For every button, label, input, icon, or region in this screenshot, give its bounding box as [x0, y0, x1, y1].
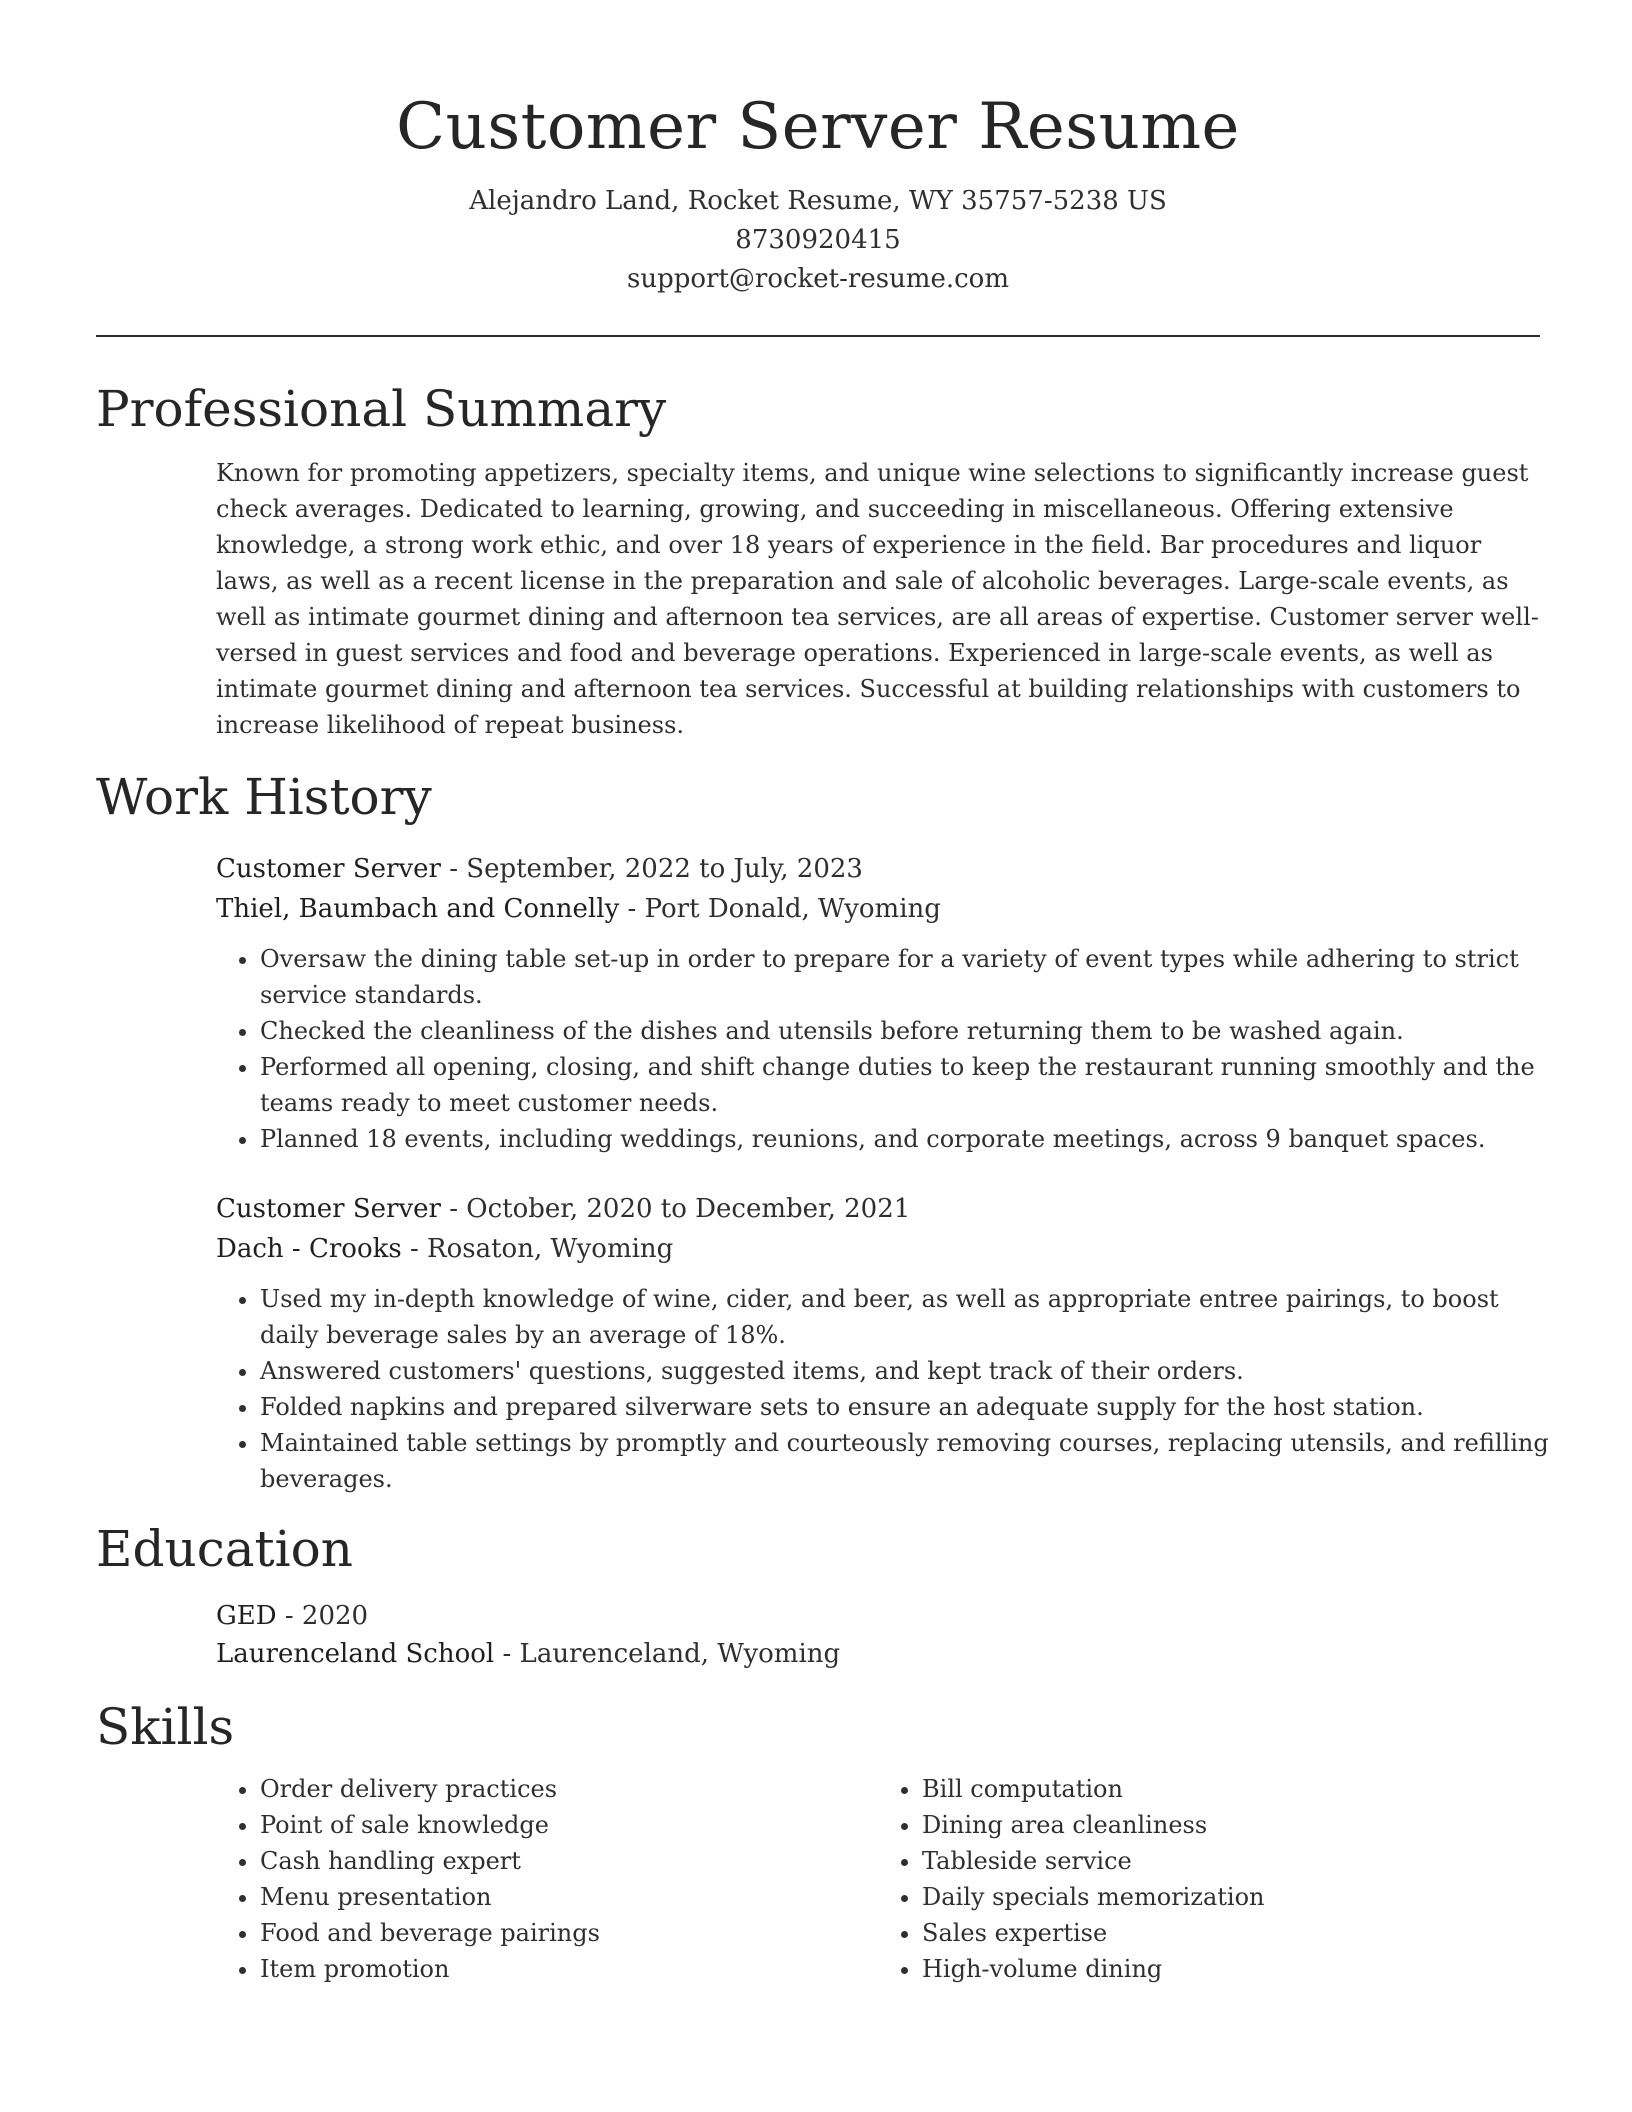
job-duty: • Folded napkins and prepared silverware sets to ensure an adequate supply for the host station. — [260, 1389, 1550, 1425]
job-title-line — [216, 849, 1540, 889]
job-entry — [216, 849, 1540, 1157]
job-duties-list — [216, 1281, 1550, 1497]
skill-item: • Dining area cleanliness — [922, 1807, 1540, 1843]
header-divider — [96, 335, 1540, 337]
contact-address: Alejandro Land, Rocket Resume, WY 35757-5238 US — [469, 186, 1167, 216]
skill-item: • Sales expertise — [922, 1915, 1540, 1951]
education-school-line — [216, 1635, 1540, 1673]
skill-item: • Cash handling expert — [260, 1843, 878, 1879]
skill-item: • Order delivery practices — [260, 1771, 878, 1807]
education-location: - Laurenceland, Wyoming — [494, 1639, 841, 1669]
job-company-line — [216, 889, 1540, 929]
education-heading: Education — [96, 1520, 353, 1578]
skills-list-left — [216, 1771, 878, 1987]
job-title: Customer Server — [216, 854, 441, 884]
job-duty: • Oversaw the dining table set-up in order to prepare for a variety of event types while adhering to strict service standards. — [260, 941, 1550, 1013]
skill-item: • Daily specials memorization — [922, 1879, 1540, 1915]
skill-item: • Point of sale knowledge — [260, 1807, 878, 1843]
summary-text: Known for promoting appetizers, specialty items, and unique wine selections to significantly increase guest check averages. Dedicated to learning, growing, and succeeding in miscellaneous. Offering extensive knowledge, a strong work ethic, and over 18 years of experience in the field. Bar procedures and liquor laws, as well as a recent license in the preparation and sale of alcoholic beverages. Large-scale events, as well as intimate gourmet dining and afternoon tea services, are all areas of expertise. Customer server well-versed in guest services and food and beverage operations. Experienced in large-scale events, as well as intimate gourmet dining and afternoon tea services. Successful at building relationships with customers to increase likelihood of repeat business. — [216, 459, 1539, 739]
skill-item: • Bill computation — [922, 1771, 1540, 1807]
job-duty: • Maintained table settings by promptly and courteously removing courses, replacing utensils, and refilling beverages. — [260, 1425, 1550, 1497]
skill-item: • Menu presentation — [260, 1879, 878, 1915]
job-duty: • Used my in-depth knowledge of wine, cider, and beer, as well as appropriate entree pairings, to boost daily beverage sales by an average of 18%. — [260, 1281, 1550, 1353]
job-duty: • Planned 18 events, including weddings, reunions, and corporate meetings, across 9 banquet spaces. — [260, 1121, 1550, 1157]
job-entry — [216, 1189, 1549, 1497]
skills-heading: Skills — [96, 1698, 235, 1756]
contact-phone: 8730920415 — [735, 225, 901, 255]
job-location: - Rosaton, Wyoming — [401, 1234, 674, 1264]
education-degree-line — [216, 1597, 1540, 1635]
job-company: Dach - Crooks — [216, 1234, 402, 1264]
job-title: Customer Server — [216, 1194, 441, 1224]
job-duty: • Performed all opening, closing, and shift change duties to keep the restaurant running smoothly and the teams ready to meet customer needs. — [260, 1049, 1550, 1121]
job-company: Thiel, Baumbach and Connelly — [216, 894, 620, 924]
job-dates: - October, 2020 to December, 2021 — [440, 1194, 911, 1224]
summary-heading: Professional Summary — [96, 380, 667, 438]
skill-item: • Food and beverage pairings — [260, 1915, 878, 1951]
education-year: - 2020 — [276, 1601, 369, 1631]
job-dates: - September, 2022 to July, 2023 — [440, 854, 863, 884]
education-degree: GED — [216, 1601, 277, 1631]
skill-item: • Item promotion — [260, 1951, 878, 1987]
education-school: Laurenceland School — [216, 1639, 495, 1669]
skill-item: • High-volume dining — [922, 1951, 1540, 1987]
job-company-line — [216, 1229, 1540, 1269]
education-entry — [216, 1597, 1540, 1673]
skills-list-right — [878, 1771, 1540, 1987]
skills-grid — [216, 1771, 1540, 1987]
job-title-line — [216, 1189, 1540, 1229]
job-duty: • Answered customers' questions, suggested items, and kept track of their orders. — [260, 1353, 1550, 1389]
job-duty: • Checked the cleanliness of the dishes and utensils before returning them to be washed again. — [260, 1013, 1550, 1049]
job-location: - Port Donald, Wyoming — [619, 894, 941, 924]
job-duties-list — [216, 941, 1550, 1157]
contact-email: support@rocket-resume.com — [626, 264, 1009, 294]
resume-header — [96, 0, 1540, 299]
skill-item: • Tableside service — [922, 1843, 1540, 1879]
resume-title: Customer Server Resume — [396, 90, 1240, 164]
resume-page — [96, 0, 1549, 1987]
work-history-heading: Work History — [96, 768, 432, 826]
